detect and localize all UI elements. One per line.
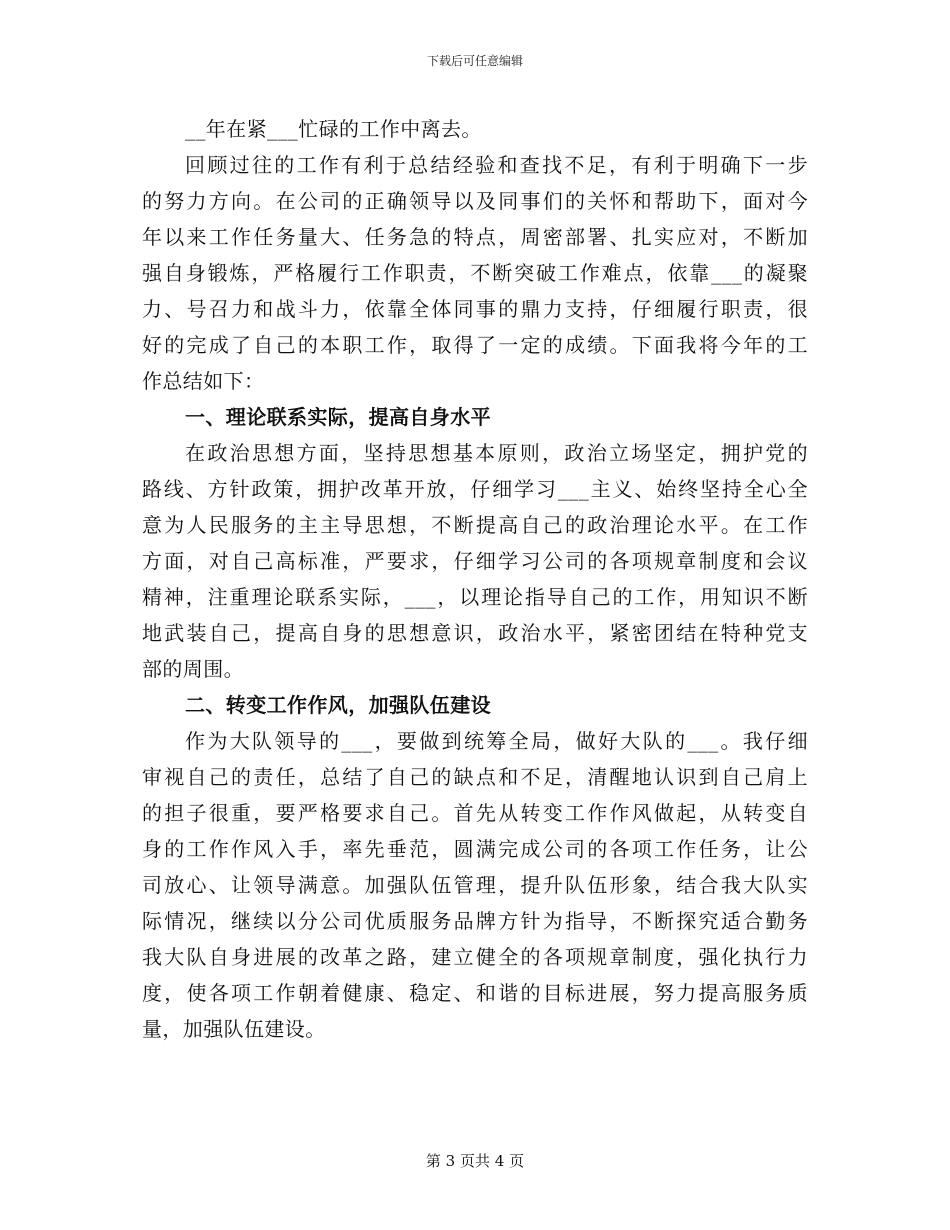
paragraph-list xyxy=(142,111,808,1047)
page-header: 下载后可任意编辑 xyxy=(426,54,523,68)
paragraph-line: 部的周围。 xyxy=(142,657,244,681)
paragraph-line: 回顾过往的工作有利于总结经验和查找不足，有利于明确下一步 xyxy=(185,153,808,177)
paragraph-line: 我大队自身进展的改革之路，建立健全的各项规章制度，强化执行力 xyxy=(142,945,808,969)
document-body xyxy=(142,111,808,1047)
paragraph-line: 量，加强队伍建设。 xyxy=(142,1017,326,1041)
paragraph-line: 力、号召力和战斗力，依靠全体同事的鼎力支持，仔细履行职责，很 xyxy=(142,297,808,321)
section-heading: 一、理论联系实际，提高自身水平 xyxy=(185,405,491,429)
paragraph-line: 司放心、让领导满意。加强队伍管理，提升队伍形象，结合我大队实 xyxy=(142,873,808,897)
page-footer: 第 3 页共 4 页 xyxy=(425,1152,525,1170)
paragraph-line: 作为大队领导的___，要做到统筹全局，做好大队的___。我仔细 xyxy=(185,729,808,753)
paragraph-line: 度，使各项工作朝着健康、稳定、和谐的目标进展，努力提高服务质 xyxy=(142,981,808,1005)
paragraph-line: 路线、方针政策，拥护改革开放，仔细学习___主义、始终坚持全心全 xyxy=(142,477,808,501)
paragraph-line: 的努力方向。在公司的正确领导以及同事们的关怀和帮助下，面对今 xyxy=(142,189,808,213)
paragraph-line: 在政治思想方面，坚持思想基本原则，政治立场坚定，拥护党的 xyxy=(185,441,808,465)
paragraph-line: 强自身锻炼，严格履行工作职责，不断突破工作难点，依靠___的凝聚 xyxy=(142,261,808,285)
section-heading: 二、转变工作作风，加强队伍建设 xyxy=(185,693,491,717)
paragraph-line: 身的工作作风入手，率先垂范，圆满完成公司的各项工作任务，让公 xyxy=(142,837,808,861)
paragraph-line: 意为人民服务的主主导思想，不断提高自己的政治理论水平。在工作 xyxy=(142,513,808,537)
paragraph-line: 好的完成了自己的本职工作，取得了一定的成绩。下面我将今年的工 xyxy=(142,333,808,357)
paragraph-line: 作总结如下： xyxy=(142,369,265,393)
paragraph-line: 审视自己的责任，总结了自己的缺点和不足，清醒地认识到自己肩上 xyxy=(142,765,808,789)
paragraph-line: 方面，对自己高标准，严要求，仔细学习公司的各项规章制度和会议 xyxy=(142,549,808,573)
paragraph-line: 年以来工作任务量大、任务急的特点，周密部署、扎实应对，不断加 xyxy=(142,225,808,249)
paragraph-line: 际情况，继续以分公司优质服务品牌方针为指导，不断探究适合勤务 xyxy=(142,909,808,933)
paragraph-line: 的担子很重，要严格要求自己。首先从转变工作作风做起，从转变自 xyxy=(142,801,808,825)
paragraph-line: 精神，注重理论联系实际，___，以理论指导自己的工作，用知识不断 xyxy=(142,585,808,609)
paragraph-line: 地武装自己，提高自身的思想意识，政治水平，紧密团结在特种党支 xyxy=(142,621,808,645)
paragraph-line: __年在紧___忙碌的工作中离去。 xyxy=(185,117,482,141)
